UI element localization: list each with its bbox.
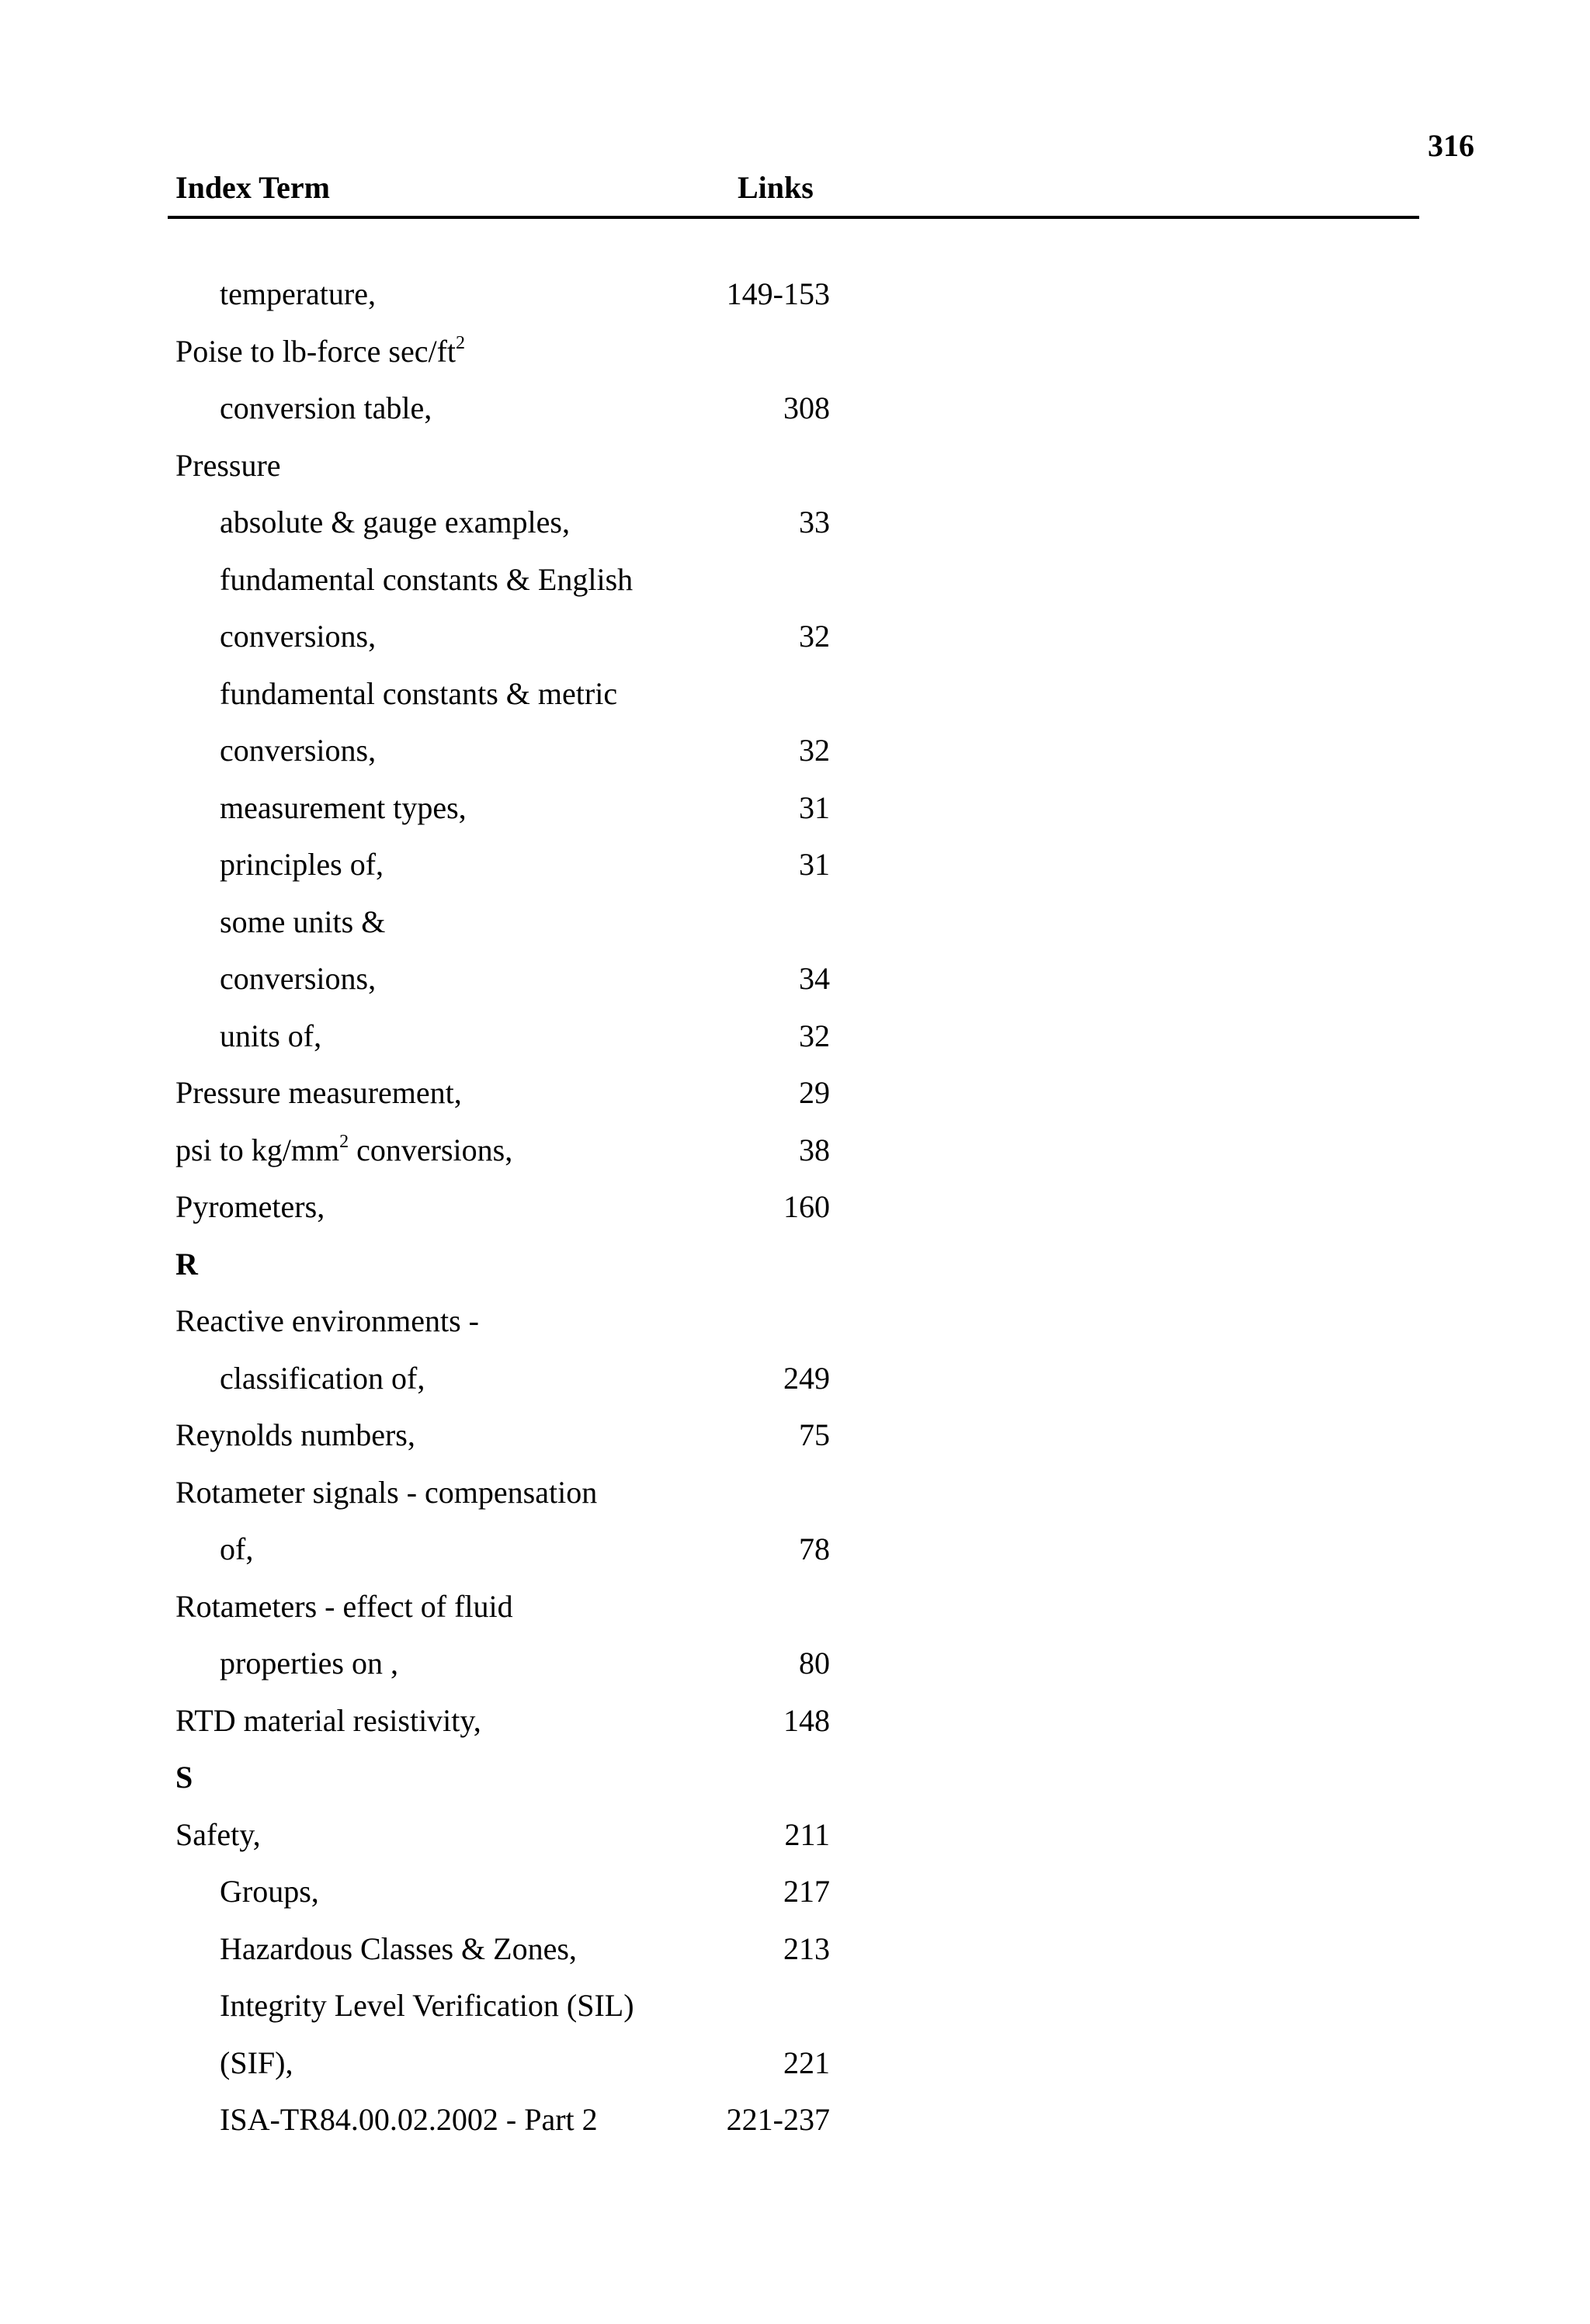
index-entry <box>175 959 830 1017</box>
index-entry <box>175 1416 830 1473</box>
index-term-text: conversions, <box>349 1132 513 1167</box>
index-entry <box>175 675 830 732</box>
index-term: temperature, <box>220 276 376 311</box>
page-links: 148 <box>783 1702 830 1738</box>
page-links: 75 <box>799 1417 830 1452</box>
index-term: of, <box>220 1531 254 1566</box>
index-term: conversions, <box>220 961 377 996</box>
index-term: Safety, <box>175 1816 261 1852</box>
index-entry <box>175 2100 830 2158</box>
page-links: 33 <box>799 505 830 539</box>
index-entry <box>175 1872 830 1930</box>
page-links: 160 <box>783 1189 830 1224</box>
index-entry <box>175 560 830 618</box>
page-links: 34 <box>799 961 830 996</box>
index-entry <box>175 1359 830 1417</box>
index-term: conversions, <box>220 619 377 654</box>
index-term: measurement types, <box>220 789 467 825</box>
index-entry <box>175 1701 830 1759</box>
index-term: Reactive environments - <box>175 1303 479 1338</box>
superscript: 2 <box>339 1132 349 1153</box>
index-entry <box>175 1131 830 1188</box>
page-links: 80 <box>799 1646 830 1681</box>
index-entry <box>175 1816 830 1873</box>
page-number: 316 <box>1428 128 1474 163</box>
page-links: 29 <box>799 1075 830 1110</box>
index-term-text: psi to kg/mm <box>175 1132 340 1167</box>
page-links: 213 <box>783 1930 830 1966</box>
index-term: RTD material resistivity, <box>175 1702 481 1738</box>
index-term: Pyrometers, <box>175 1189 325 1224</box>
index-term-column-header: Index Term <box>175 170 330 205</box>
page-links: 31 <box>799 789 830 825</box>
index-term: conversions, <box>220 733 377 768</box>
index-term: Integrity Level Verification (SIL) <box>220 1988 634 2023</box>
superscript: 2 <box>456 333 465 354</box>
index-term: Reynolds numbers, <box>175 1417 415 1452</box>
index-entry <box>175 332 830 390</box>
index-entry <box>175 1302 830 1359</box>
index-term: classification of, <box>220 1360 425 1396</box>
index-entry <box>175 275 830 332</box>
index-term: Pressure <box>175 447 281 483</box>
index-term: properties on , <box>220 1646 398 1681</box>
index-term: Pressure measurement, <box>175 1075 462 1110</box>
index-term <box>175 1131 512 1170</box>
index-header <box>175 168 1418 207</box>
index-letter-heading <box>175 1245 830 1302</box>
index-entry <box>175 1644 830 1701</box>
index-term: ISA-TR84.00.02.2002 - Part 2 <box>220 2102 598 2137</box>
index-term-text: Poise to lb-force sec/ft <box>175 333 456 369</box>
index-entry-list <box>175 275 830 2158</box>
page-links: 32 <box>799 733 830 768</box>
index-term: fundamental constants & metric <box>220 675 618 711</box>
header-divider <box>168 216 1419 219</box>
index-term: S <box>175 1760 193 1795</box>
index-entry <box>175 1587 830 1645</box>
page-links: 211 <box>784 1816 830 1852</box>
index-entry <box>175 903 830 960</box>
index-term: units of, <box>220 1018 322 1053</box>
index-term <box>175 332 465 371</box>
page-links: 149-153 <box>726 276 830 311</box>
page-links: 78 <box>799 1531 830 1566</box>
links-column-header: Links <box>738 170 814 205</box>
index-entry <box>175 617 830 675</box>
index-entry <box>175 446 830 504</box>
index-entry <box>175 1188 830 1245</box>
index-entry <box>175 1530 830 1587</box>
index-term: Rotameter signals - compensation <box>175 1474 598 1510</box>
index-entry <box>175 1017 830 1074</box>
index-term: absolute & gauge examples, <box>220 505 570 539</box>
index-entry <box>175 731 830 789</box>
index-entry <box>175 845 830 903</box>
page-links: 38 <box>799 1132 830 1167</box>
index-letter-heading <box>175 1758 830 1816</box>
index-entry <box>175 389 830 446</box>
index-term: some units & <box>220 904 386 939</box>
page-links: 217 <box>783 1874 830 1909</box>
index-term: principles of, <box>220 847 384 882</box>
index-entry <box>175 1473 830 1531</box>
page-links: 32 <box>799 619 830 654</box>
index-entry <box>175 1074 830 1131</box>
index-term: Hazardous Classes & Zones, <box>220 1930 577 1966</box>
index-term: (SIF), <box>220 2045 293 2080</box>
page-links: 31 <box>799 847 830 882</box>
page-links: 221-237 <box>726 2102 830 2137</box>
page-links: 32 <box>799 1018 830 1053</box>
index-entry <box>175 2044 830 2101</box>
index-entry <box>175 789 830 846</box>
page-links: 221 <box>783 2045 830 2080</box>
page-links: 249 <box>783 1360 830 1396</box>
index-term: conversion table, <box>220 390 432 425</box>
index-entry <box>175 503 830 560</box>
index-term: fundamental constants & English <box>220 561 634 597</box>
index-entry <box>175 1986 830 2044</box>
index-entry <box>175 1930 830 1987</box>
index-term: R <box>175 1246 198 1282</box>
page-links: 308 <box>783 390 830 425</box>
index-term: Rotameters - effect of fluid <box>175 1588 513 1624</box>
index-term: Groups, <box>220 1874 319 1909</box>
